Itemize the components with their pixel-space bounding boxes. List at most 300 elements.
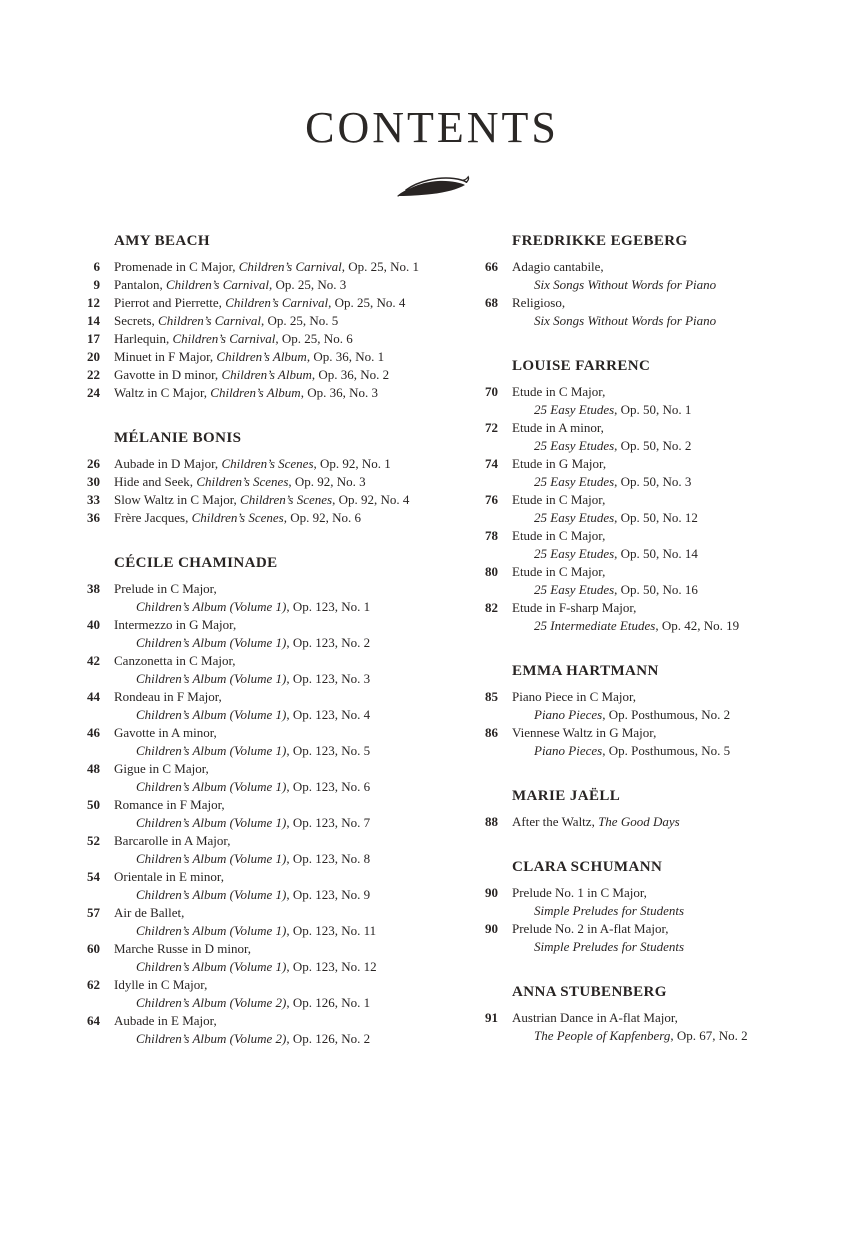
entry-title <box>512 563 698 599</box>
entry-page-number: 90 <box>485 885 498 900</box>
entry-title <box>114 330 353 348</box>
entry-collection-line <box>512 473 691 491</box>
entry-title-line <box>114 832 370 850</box>
text-segment: Canzonetta in C Major, <box>114 653 236 668</box>
entry-title <box>512 884 684 920</box>
text-segment: Prelude No. 1 in C Major, <box>512 885 647 900</box>
toc-entry <box>72 276 444 294</box>
toc-entry <box>72 832 444 868</box>
text-segment: Prelude No. 2 in A-flat Major, <box>512 921 669 936</box>
text-segment: , Op. 92, No. 6 <box>283 510 361 525</box>
toc-column-left <box>72 232 444 1048</box>
composer-section <box>470 787 810 831</box>
entry-page-number: 50 <box>87 797 100 812</box>
entry-title <box>512 527 698 563</box>
text-segment: Intermezzo in G Major, <box>114 617 237 632</box>
toc-entry <box>72 455 444 473</box>
entry-title <box>512 813 680 831</box>
entry-title <box>512 1009 748 1045</box>
text-segment: , Op. 25, No. 4 <box>328 295 406 310</box>
text-segment: Minuet in F Major, <box>114 349 217 364</box>
entry-title-line <box>512 527 698 545</box>
italic-text-segment: Children’s Album (Volume 1) <box>136 707 287 722</box>
text-segment: Gigue in C Major, <box>114 761 209 776</box>
toc-entry <box>72 258 444 276</box>
italic-text-segment: Piano Pieces <box>534 743 603 758</box>
entry-title <box>114 580 370 616</box>
entry-title <box>114 1012 370 1048</box>
entry-title-line <box>114 509 361 527</box>
entry-page-number: 64 <box>87 1013 100 1028</box>
italic-text-segment: Children’s Album (Volume 1) <box>136 635 287 650</box>
text-segment: Idylle in C Major, <box>114 977 208 992</box>
italic-text-segment: Children’s Album (Volume 1) <box>136 851 287 866</box>
entry-title <box>512 258 716 294</box>
text-segment: , Op. 25, No. 5 <box>260 313 339 328</box>
text-segment: , Op. Posthumous, No. 5 <box>602 743 731 758</box>
toc-entry <box>470 724 810 760</box>
entry-title <box>114 760 370 796</box>
entry-page-number: 20 <box>87 349 100 364</box>
italic-text-segment: Children’s Carnival <box>238 259 342 274</box>
text-segment: Gavotte in D minor, <box>114 367 222 382</box>
toc-entry <box>72 491 444 509</box>
toc-entry <box>72 760 444 796</box>
toc-column-right <box>470 232 810 1048</box>
italic-text-segment: Children’s Album <box>221 367 312 382</box>
text-segment: Pantalon, <box>114 277 166 292</box>
entry-page-number: 17 <box>87 331 100 346</box>
text-segment: Harlequin, <box>114 331 173 346</box>
italic-text-segment: Children’s Album (Volume 1) <box>136 779 287 794</box>
entry-page-number: 42 <box>87 653 100 668</box>
entry-title-line <box>512 258 716 276</box>
entry-title-line <box>512 724 730 742</box>
text-segment: , Op. Posthumous, No. 2 <box>602 707 731 722</box>
entry-page-number: 68 <box>485 295 498 310</box>
italic-text-segment: Children’s Carnival <box>166 277 269 292</box>
entry-title-line <box>114 330 353 348</box>
entry-page-number: 82 <box>485 600 498 615</box>
entry-page-number: 90 <box>485 921 498 936</box>
entry-title-line <box>114 258 419 276</box>
toc-entry <box>72 330 444 348</box>
italic-text-segment: Six Songs Without Words for Piano <box>534 313 717 328</box>
text-segment: , Op. 50, No. 12 <box>614 510 698 525</box>
text-segment: Pierrot and Pierrette, <box>114 295 226 310</box>
entry-page-number: 40 <box>87 617 100 632</box>
composer-section <box>470 357 810 635</box>
italic-text-segment: 25 Easy Etudes <box>534 510 615 525</box>
text-segment: Rondeau in F Major, <box>114 689 222 704</box>
italic-text-segment: 25 Easy Etudes <box>534 546 615 561</box>
italic-text-segment: Children’s Album <box>210 385 301 400</box>
text-segment: Promenade in C Major, <box>114 259 239 274</box>
italic-text-segment: Six Songs Without Words for Piano <box>534 277 717 292</box>
entry-collection-line <box>512 437 691 455</box>
entry-title-line <box>512 294 716 312</box>
italic-text-segment: Children’s Album (Volume 1) <box>136 815 287 830</box>
italic-text-segment: Simple Preludes for Students <box>534 939 685 954</box>
entry-page-number: 12 <box>87 295 100 310</box>
text-segment: Etude in C Major, <box>512 492 606 507</box>
text-segment: , Op. 50, No. 1 <box>614 402 692 417</box>
entry-page-number: 9 <box>93 277 100 292</box>
entry-collection-line <box>512 276 716 294</box>
entry-page-number: 86 <box>485 725 498 740</box>
italic-text-segment: Children’s Scenes <box>221 456 314 471</box>
entry-title-line <box>114 760 370 778</box>
calligraphic-leaf-icon <box>394 166 470 202</box>
entry-title <box>114 294 405 312</box>
entry-title-line <box>114 312 338 330</box>
entry-title-line <box>114 276 346 294</box>
entry-title-line <box>114 796 370 814</box>
entry-title-line <box>114 455 391 473</box>
toc-entry <box>470 455 810 491</box>
entry-page-number: 24 <box>87 385 100 400</box>
entry-page-number: 44 <box>87 689 100 704</box>
italic-text-segment: Simple Preludes for Students <box>534 903 685 918</box>
text-segment: , Op. 123, No. 11 <box>286 923 377 938</box>
entry-collection-line <box>114 706 370 724</box>
text-segment: , Op. 126, No. 1 <box>286 995 371 1010</box>
text-segment: Aubade in D Major, <box>114 456 222 471</box>
entry-page-number: 48 <box>87 761 100 776</box>
toc-entry <box>72 940 444 976</box>
text-segment: , Op. 36, No. 1 <box>306 349 385 364</box>
toc-entry <box>470 884 810 920</box>
italic-text-segment: Children’s Album <box>216 349 307 364</box>
toc-entry <box>72 312 444 330</box>
text-segment: Romance in F Major, <box>114 797 225 812</box>
toc-entry <box>72 796 444 832</box>
toc-entry <box>72 904 444 940</box>
toc-entry <box>72 348 444 366</box>
entry-page-number: 54 <box>87 869 100 884</box>
toc-entry <box>72 652 444 688</box>
text-segment: Piano Piece in C Major, <box>512 689 637 704</box>
composer-section <box>470 232 810 330</box>
entry-title <box>114 940 377 976</box>
entry-page-number: 91 <box>485 1010 498 1025</box>
entry-title <box>114 258 419 276</box>
text-segment: Frère Jacques, <box>114 510 192 525</box>
composer-section <box>470 983 810 1045</box>
toc-entry <box>470 920 810 956</box>
toc-entry <box>72 868 444 904</box>
composer-section <box>470 662 810 760</box>
entry-page-number: 57 <box>87 905 100 920</box>
entry-title-line <box>114 1012 370 1030</box>
composer-heading: EMMA HARTMANN <box>512 663 659 679</box>
italic-text-segment: Children’s Album (Volume 1) <box>136 671 287 686</box>
entry-title <box>114 455 391 473</box>
italic-text-segment: Children’s Album (Volume 2) <box>136 995 287 1010</box>
entry-collection-line <box>114 994 370 1012</box>
text-segment: , Op. 126, No. 2 <box>286 1031 371 1046</box>
entry-page-number: 72 <box>485 420 498 435</box>
entry-collection-line <box>114 922 376 940</box>
entry-title <box>512 688 730 724</box>
entry-title <box>512 599 739 635</box>
entry-title <box>114 616 370 652</box>
italic-text-segment: 25 Easy Etudes <box>534 474 615 489</box>
text-segment: , Op. 92, No. 3 <box>288 474 366 489</box>
toc-columns <box>0 232 864 1048</box>
entry-title <box>114 832 370 868</box>
text-segment: Hide and Seek, <box>114 474 197 489</box>
toc-entry <box>72 1012 444 1048</box>
entry-page-number: 30 <box>87 474 100 489</box>
entry-collection-line <box>512 1027 748 1045</box>
italic-text-segment: 25 Easy Etudes <box>534 402 615 417</box>
italic-text-segment: Children’s Album (Volume 1) <box>136 743 287 758</box>
italic-text-segment: Children’s Album (Volume 1) <box>136 959 287 974</box>
text-segment: , Op. 50, No. 14 <box>614 546 698 561</box>
text-segment: , Op. 123, No. 4 <box>286 707 371 722</box>
text-segment: , Op. 36, No. 2 <box>311 367 390 382</box>
italic-text-segment: Children’s Album (Volume 1) <box>136 923 287 938</box>
text-segment: After the Waltz, <box>512 814 599 829</box>
italic-text-segment: Children’s Scenes <box>196 474 289 489</box>
page-title: CONTENTS <box>305 103 559 152</box>
entry-collection-line <box>114 1030 370 1048</box>
text-segment: , Op. 50, No. 16 <box>614 582 698 597</box>
italic-text-segment: 25 Easy Etudes <box>534 582 615 597</box>
entry-page-number: 14 <box>87 313 100 328</box>
entry-title <box>114 652 370 688</box>
italic-text-segment: Children’s Carnival <box>172 331 276 346</box>
entry-title-line <box>114 491 409 509</box>
text-segment: Religioso, <box>512 295 566 310</box>
entry-title <box>114 868 370 904</box>
entry-page-number: 52 <box>87 833 100 848</box>
entry-title <box>512 383 691 419</box>
entry-page-number: 46 <box>87 725 100 740</box>
entry-collection-line <box>114 778 370 796</box>
composer-heading: MÉLANIE BONIS <box>114 430 242 446</box>
entry-page-number: 38 <box>87 581 100 596</box>
text-segment: Austrian Dance in A-flat Major, <box>512 1010 678 1025</box>
entry-page-number: 33 <box>87 492 100 507</box>
entry-title <box>114 276 346 294</box>
entry-title-line <box>114 976 370 994</box>
toc-entry <box>72 580 444 616</box>
toc-entry <box>470 1009 810 1045</box>
entry-page-number: 60 <box>87 941 100 956</box>
text-segment: , Op. 123, No. 3 <box>286 671 371 686</box>
toc-entry <box>470 813 810 831</box>
text-segment: Etude in G Major, <box>512 456 607 471</box>
flourish-ornament <box>0 166 864 202</box>
italic-text-segment: Children’s Album (Volume 2) <box>136 1031 287 1046</box>
entry-collection-line <box>114 886 370 904</box>
entry-collection-line <box>114 850 370 868</box>
entry-title-line <box>512 491 698 509</box>
entry-title <box>114 366 389 384</box>
entry-title-line <box>512 688 730 706</box>
toc-entry <box>72 976 444 1012</box>
text-segment: , Op. 25, No. 3 <box>268 277 347 292</box>
text-segment: Gavotte in A minor, <box>114 725 217 740</box>
text-segment: , Op. 123, No. 8 <box>286 851 371 866</box>
entry-page-number: 6 <box>93 259 100 274</box>
toc-entry <box>470 383 810 419</box>
text-segment: Air de Ballet, <box>114 905 185 920</box>
text-segment: Slow Waltz in C Major, <box>114 492 241 507</box>
entry-title <box>114 384 378 402</box>
toc-entry <box>72 384 444 402</box>
entry-title <box>512 491 698 527</box>
entry-title-line <box>114 366 389 384</box>
composer-heading: ANNA STUBENBERG <box>512 984 667 1000</box>
toc-entry <box>470 563 810 599</box>
entry-title-line <box>512 884 684 902</box>
text-segment: Aubade in E Major, <box>114 1013 217 1028</box>
toc-entry <box>72 366 444 384</box>
entry-title <box>114 796 370 832</box>
italic-text-segment: The Good Days <box>598 814 680 829</box>
text-segment: , Op. 50, No. 2 <box>614 438 692 453</box>
entry-collection-line <box>512 706 730 724</box>
italic-text-segment: The People of Kapfenberg <box>534 1028 671 1043</box>
toc-entry <box>470 527 810 563</box>
entry-collection-line <box>512 902 684 920</box>
entry-title-line <box>114 294 405 312</box>
text-segment: , Op. 25, No. 6 <box>275 331 353 346</box>
entry-page-number: 36 <box>87 510 100 525</box>
entry-page-number: 76 <box>485 492 498 507</box>
toc-entry <box>72 724 444 760</box>
entry-page-number: 22 <box>87 367 100 382</box>
entry-collection-line <box>114 670 370 688</box>
entry-collection-line <box>512 581 698 599</box>
entry-title <box>114 312 338 330</box>
entry-title-line <box>114 384 378 402</box>
entry-title <box>512 455 691 491</box>
toc-entry <box>72 509 444 527</box>
entry-title <box>114 509 361 527</box>
text-segment: Barcarolle in A Major, <box>114 833 231 848</box>
entry-title-line <box>512 455 691 473</box>
toc-entry <box>470 294 810 330</box>
text-segment: , Op. 123, No. 9 <box>286 887 371 902</box>
italic-text-segment: Children’s Carnival <box>225 295 329 310</box>
text-segment: , Op. 123, No. 7 <box>286 815 371 830</box>
entry-collection-line <box>114 958 377 976</box>
text-segment: , Op. 67, No. 2 <box>670 1028 748 1043</box>
text-segment: Adagio cantabile, <box>512 259 604 274</box>
text-segment: , Op. 25, No. 1 <box>341 259 419 274</box>
entry-page-number: 85 <box>485 689 498 704</box>
text-segment: Etude in A minor, <box>512 420 604 435</box>
composer-heading: MARIE JAËLL <box>512 788 621 804</box>
text-segment: , Op. 92, No. 4 <box>332 492 410 507</box>
text-segment: , Op. 123, No. 2 <box>286 635 371 650</box>
entry-title-line <box>114 904 376 922</box>
composer-section <box>72 232 444 402</box>
entry-title-line <box>512 1009 748 1027</box>
entry-collection-line <box>512 509 698 527</box>
toc-entry <box>470 599 810 635</box>
entry-title-line <box>114 688 370 706</box>
text-segment: Etude in F-sharp Major, <box>512 600 637 615</box>
entry-title-line <box>512 599 739 617</box>
composer-heading: FREDRIKKE EGEBERG <box>512 233 688 249</box>
text-segment: , Op. 123, No. 12 <box>286 959 377 974</box>
entry-title-line <box>114 348 384 366</box>
entry-page-number: 80 <box>485 564 498 579</box>
italic-text-segment: Children’s Carnival <box>158 313 261 328</box>
entry-title-line <box>114 724 370 742</box>
toc-entry <box>470 688 810 724</box>
entry-title <box>114 688 370 724</box>
toc-entry <box>72 616 444 652</box>
entry-title-line <box>114 580 370 598</box>
entry-page-number: 70 <box>485 384 498 399</box>
entry-title <box>114 904 376 940</box>
toc-entry <box>470 419 810 455</box>
entry-title <box>114 724 370 760</box>
composer-heading: CÉCILE CHAMINADE <box>114 555 278 571</box>
entry-title-line <box>512 419 691 437</box>
text-segment: Orientale in E minor, <box>114 869 224 884</box>
entry-collection-line <box>512 312 716 330</box>
text-segment: , Op. 123, No. 1 <box>286 599 371 614</box>
text-segment: , Op. 123, No. 5 <box>286 743 371 758</box>
text-segment: , Op. 123, No. 6 <box>286 779 371 794</box>
toc-entry <box>470 258 810 294</box>
toc-entry <box>72 294 444 312</box>
text-segment: Prelude in C Major, <box>114 581 217 596</box>
entry-page-number: 62 <box>87 977 100 992</box>
toc-entry <box>72 688 444 724</box>
entry-collection-line <box>512 545 698 563</box>
text-segment: Etude in C Major, <box>512 384 606 399</box>
composer-heading: AMY BEACH <box>114 233 210 249</box>
entry-title <box>512 419 691 455</box>
text-segment: Marche Russe in D minor, <box>114 941 252 956</box>
entry-page-number: 26 <box>87 456 100 471</box>
entry-title-line <box>114 616 370 634</box>
italic-text-segment: 25 Intermediate Etudes <box>534 618 656 633</box>
entry-title-line <box>512 813 680 831</box>
entry-collection-line <box>512 401 691 419</box>
entry-title <box>114 491 409 509</box>
entry-title-line <box>114 940 377 958</box>
entry-title <box>512 920 684 956</box>
text-segment: , Op. 36, No. 3 <box>300 385 378 400</box>
entry-title <box>114 348 384 366</box>
italic-text-segment: Children’s Scenes <box>240 492 333 507</box>
composer-section <box>72 429 444 527</box>
text-segment: Waltz in C Major, <box>114 385 211 400</box>
entry-collection-line <box>114 598 370 616</box>
composer-section <box>72 554 444 1048</box>
entry-title-line <box>512 920 684 938</box>
text-segment: Etude in C Major, <box>512 528 606 543</box>
text-segment: , Op. 42, No. 19 <box>655 618 740 633</box>
entry-title-line <box>114 652 370 670</box>
italic-text-segment: Piano Pieces <box>534 707 603 722</box>
entry-title-line <box>114 473 366 491</box>
text-segment: , Op. 50, No. 3 <box>614 474 692 489</box>
entry-collection-line <box>512 617 739 635</box>
entry-title <box>512 724 730 760</box>
entry-title-line <box>114 868 370 886</box>
text-segment: Secrets, <box>114 313 159 328</box>
